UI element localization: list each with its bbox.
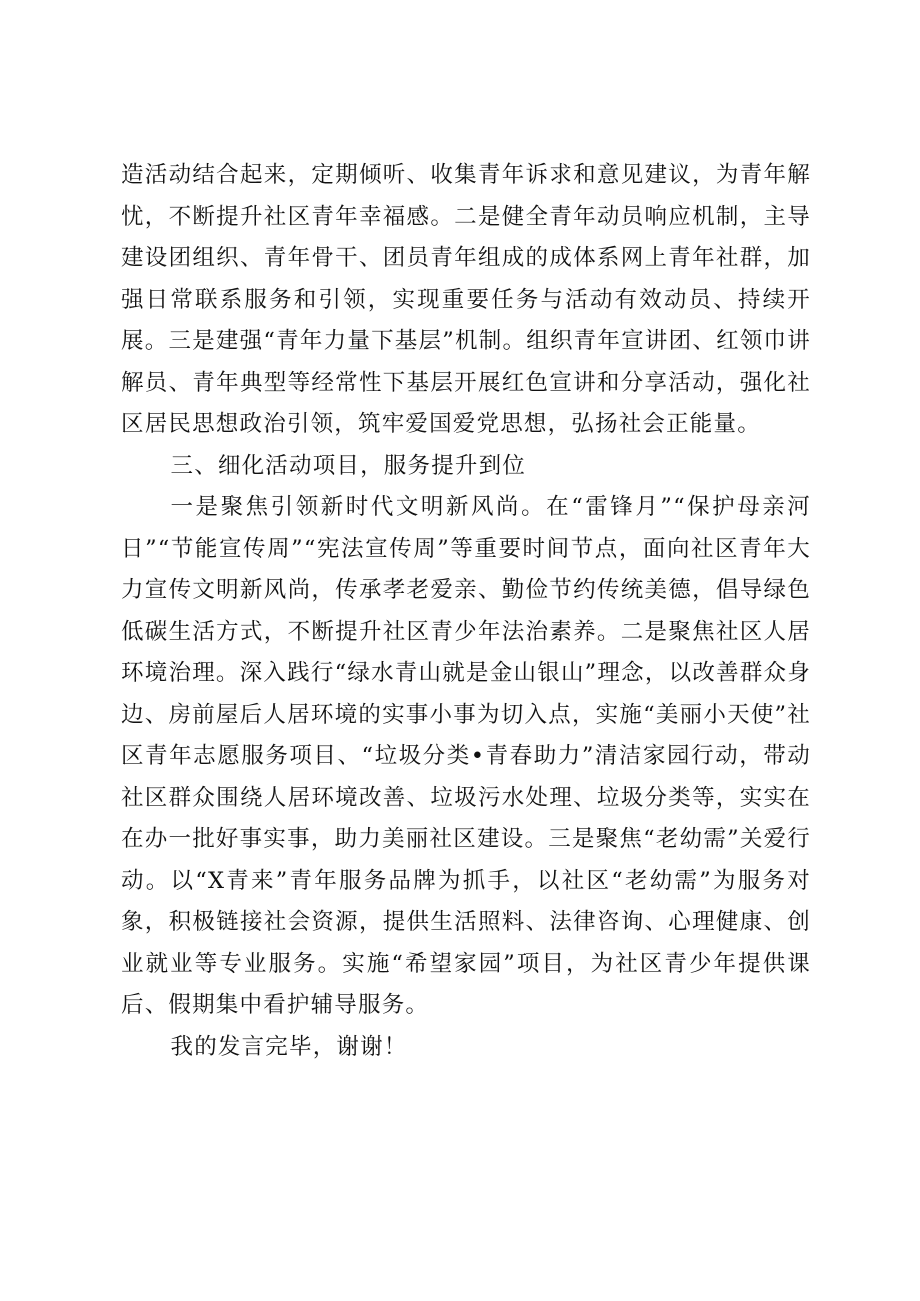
- closing-remark: 我的发言完毕，谢谢！: [170, 1033, 408, 1060]
- paragraph-youth-mechanisms: 造活动结合起来，定期倾听、收集青年诉求和意见建议，为青年解忧，不断提升社区青年幸福感。二是健全青年动员响应机制，主导建设团组织、青年骨干、团员青年组成的成体系网上青年社群，加强日常联系服务和引领，实现重要任务与活动有效动员、持续开展。三是建强“青年力量下基层”机制。组织青年宣讲团、红领巾讲解员、青年典型等经常性下基层开展红色宣讲和分享活动，强化社区居民思想政治引领，筑牢爱国爱党思想，弘扬社会正能量。: [121, 162, 811, 437]
- paragraph-activity-projects: 一是聚焦引领新时代文明新风尚。在“雷锋月”“保护母亲河日”“节能宣传周”“宪法宣传周”等重要时间节点，面向社区青年大力宣传文明新风尚，传承孝老爱亲、勤俭节约传统美德，倡导绿色低碳生活方式，不断提升社区青少年法治素养。二是聚焦社区人居环境治理。深入践行“绿水青山就是金山银山”理念，以改善群众身边、房前屋后人居环境的实事小事为切入点，实施“美丽小天使”社区青年志愿服务项目、“垃圾分类•青春助力”清洁家园行动，带动社区群众围绕人居环境改善、垃圾污水处理、垃圾分类等，实实在在办一批好事实事，助力美丽社区建设。三是聚焦“老幼需”关爱行动。以“X青来”青年服务品牌为抓手，以社区“老幼需”为服务对象，积极链接社会资源，提供生活照料、法律咨询、心理健康、创业就业等专业服务。实施“希望家园”项目，为社区青少年提供课后、假期集中看护辅导服务。: [121, 494, 811, 1018]
- document-body: [121, 155, 811, 1068]
- section-heading-three: 三、细化活动项目，服务提升到位: [170, 452, 527, 479]
